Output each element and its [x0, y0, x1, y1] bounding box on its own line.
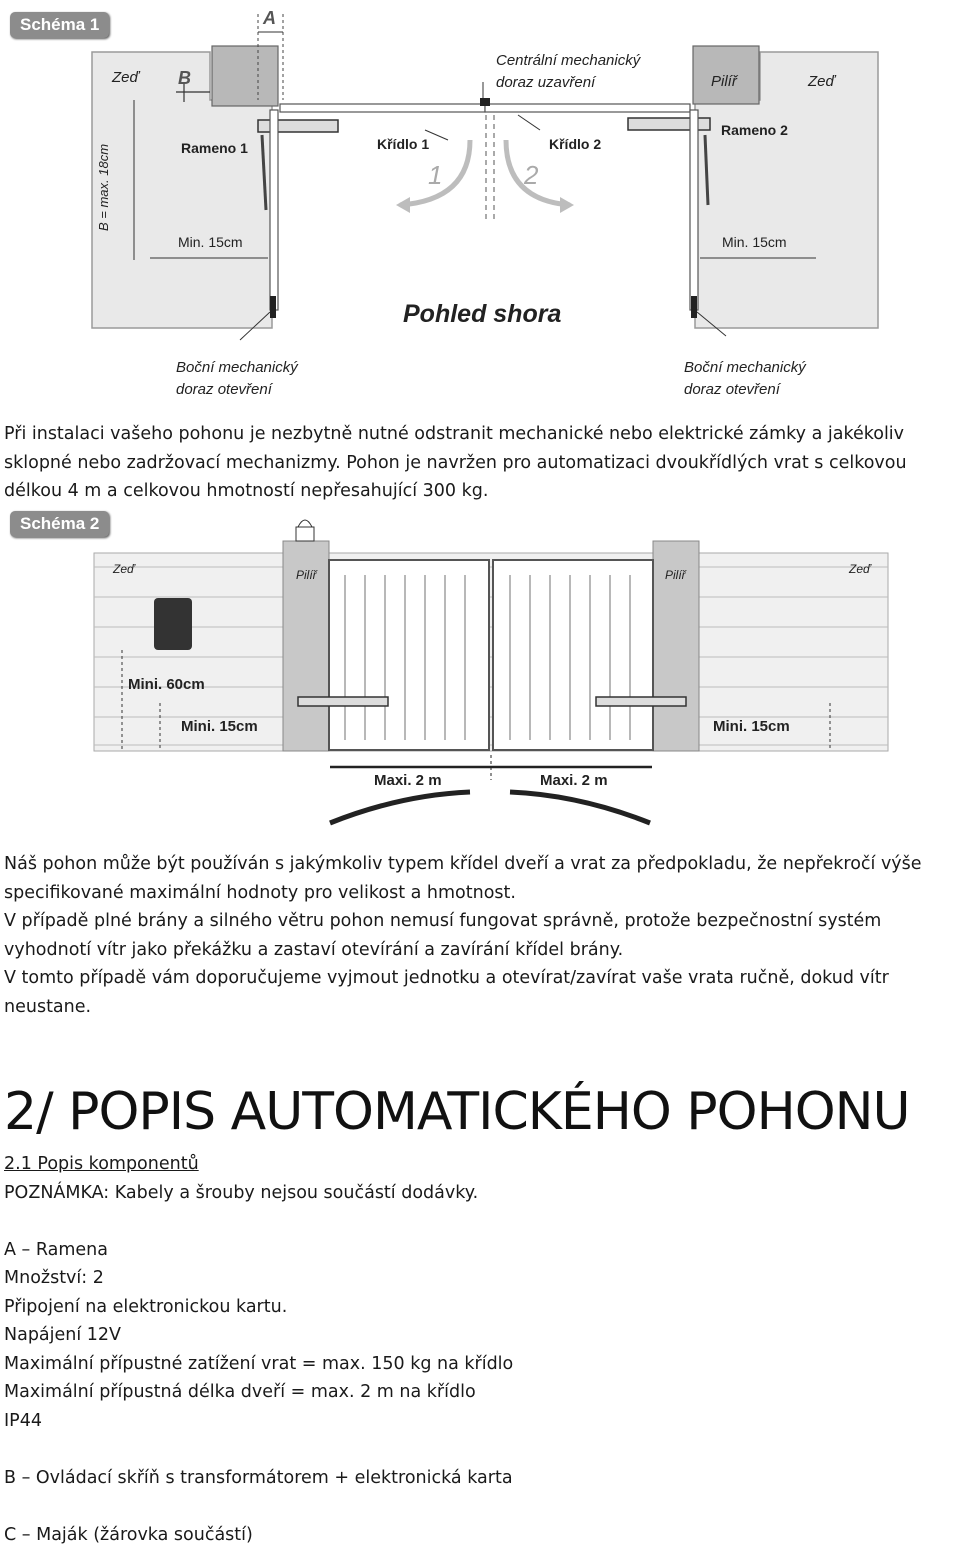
view-title: Pohled shora — [403, 300, 561, 329]
usage-paragraph — [4, 850, 960, 1021]
schema2-badge: Schéma 2 — [10, 511, 109, 537]
pillar-label: Pilíř — [711, 73, 737, 90]
intro-paragraph — [4, 420, 960, 506]
component-a-connection: Připojení na elektronickou kartu. — [4, 1293, 960, 1322]
arm1-label: Rameno 1 — [181, 140, 248, 156]
component-a-power: Napájení 12V — [4, 1321, 960, 1350]
s2-pillar-right: Pilíř — [665, 568, 686, 582]
s2-maxi-right: Maxi. 2 m — [540, 772, 608, 789]
spacer — [4, 1207, 960, 1236]
label-b: B — [178, 68, 191, 89]
central-stop-label-2: doraz uzavření — [496, 74, 595, 91]
side-stop-left-1: Boční mechanický — [176, 359, 298, 376]
schema1-badge: Schéma 1 — [10, 12, 109, 38]
wall-right-label: Zeď — [808, 73, 835, 90]
intro-text: Při instalaci vašeho pohonu je nezbytně nutné odstranit mechanické nebo elektrické zámky a jakékoliv sklopné nebo zadržovací mechanizmy. Pohon je navržen pro automatizaci dvoukřídlých vrat s celkovou délkou 4 m a celkovou hmotností nepřesahující 300 kg. — [4, 420, 960, 506]
components-block — [4, 1150, 960, 1549]
min15-left-label: Min. 15cm — [178, 234, 243, 250]
s2-wall-left: Zeď — [113, 562, 135, 576]
label-a: A — [263, 8, 276, 29]
b-max-label: B = max. 18cm — [96, 144, 111, 231]
leaf1-label: Křídlo 1 — [377, 136, 429, 152]
note-text: POZNÁMKA: Kabely a šrouby nejsou součástí dodávky. — [4, 1179, 960, 1208]
component-a-title: A – Ramena — [4, 1236, 960, 1265]
central-stop-label-1: Centrální mechanický — [496, 52, 640, 69]
s2-wall-right: Zeď — [849, 562, 871, 576]
side-stop-left-2: doraz otevření — [176, 381, 272, 398]
schema1-diagram — [0, 0, 960, 410]
schema2-diagram — [0, 505, 960, 835]
spacer — [4, 1435, 960, 1464]
s2-mini15-left: Mini. 15cm — [181, 718, 258, 735]
component-a-load: Maximální přípustné zatížení vrat = max. 150 kg na křídlo — [4, 1350, 960, 1379]
s2-pillar-left: Pilíř — [296, 568, 317, 582]
spacer — [4, 1492, 960, 1521]
subsection-title: 2.1 Popis komponentů — [4, 1150, 960, 1179]
section-title: 2/ POPIS AUTOMATICKÉHO POHONU — [4, 1082, 910, 1142]
usage-text-3: V tomto případě vám doporučujeme vyjmout jednotku a otevírat/zavírat vaše vrata ručně, dokud vítr neustane. — [4, 964, 960, 1021]
side-stop-right-1: Boční mechanický — [684, 359, 806, 376]
component-a-qty: Množství: 2 — [4, 1264, 960, 1293]
s2-mini15-right: Mini. 15cm — [713, 718, 790, 735]
min15-right-label: Min. 15cm — [722, 234, 787, 250]
swing-num-1: 1 — [428, 160, 442, 191]
component-a-ip: IP44 — [4, 1407, 960, 1436]
side-stop-right-2: doraz otevření — [684, 381, 780, 398]
wall-left-label: Zeď — [112, 69, 139, 86]
leaf2-label: Křídlo 2 — [549, 136, 601, 152]
usage-text-2: V případě plné brány a silného větru pohon nemusí fungovat správně, protože bezpečnostní systém vyhodnotí vítr jako překážku a zastaví otevírání a zavírání křídel brány. — [4, 907, 960, 964]
s2-mini60: Mini. 60cm — [128, 676, 205, 693]
usage-text-1: Náš pohon může být používán s jakýmkoliv typem křídel dveří a vrat za předpokladu, že nepřekročí výše specifikované maximální hodnoty pro velikost a hmotnost. — [4, 850, 960, 907]
component-a-length: Maximální přípustná délka dveří = max. 2 m na křídlo — [4, 1378, 960, 1407]
component-c: C – Maják (žárovka součástí) — [4, 1521, 960, 1549]
arm2-label: Rameno 2 — [721, 122, 788, 138]
s2-maxi-left: Maxi. 2 m — [374, 772, 442, 789]
swing-num-2: 2 — [524, 160, 538, 191]
component-b: B – Ovládací skříň s transformátorem + elektronická karta — [4, 1464, 960, 1493]
